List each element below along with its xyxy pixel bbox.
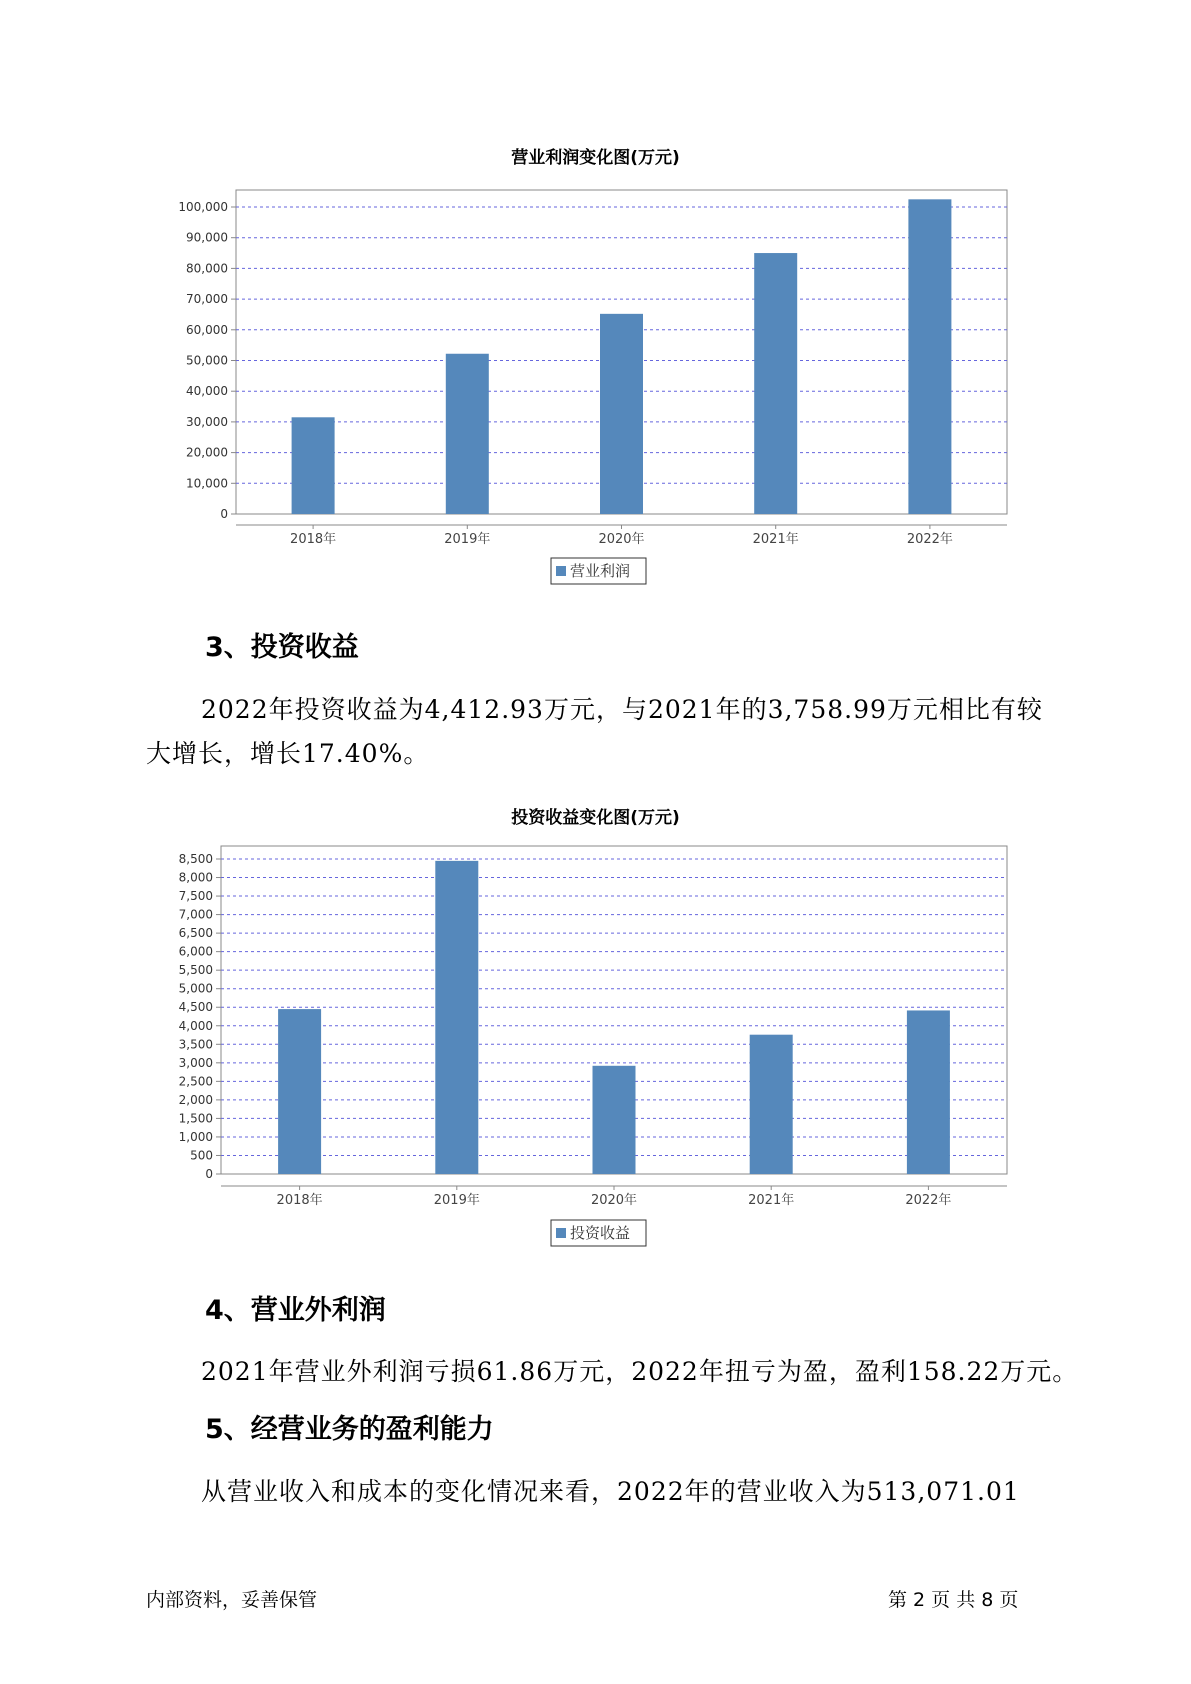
y-tick-label: 7,000 (178, 907, 213, 922)
bar (750, 1035, 793, 1174)
x-tick-label: 2018年 (290, 532, 337, 547)
y-tick-label: 10,000 (186, 476, 228, 491)
y-tick-label: 1,500 (178, 1111, 213, 1126)
y-tick-label: 100,000 (178, 200, 228, 214)
section4-line1: 2021年营业外利润亏损61.86万元，2022年扭亏为盈，盈利158.22万元。 (201, 1357, 1079, 1386)
legend-label: 投资收益 (570, 1224, 631, 1242)
y-tick-label: 500 (190, 1148, 213, 1163)
legend-label: 营业利润 (570, 562, 631, 580)
y-tick-label: 4,000 (178, 1018, 213, 1033)
section5-line1: 从营业收入和成本的变化情况来看，2022年的营业收入为513,071.01 (201, 1477, 1020, 1506)
y-tick-label: 80,000 (186, 261, 228, 276)
legend-swatch (556, 1228, 566, 1238)
x-tick-label: 2022年 (906, 532, 953, 547)
y-tick-label: 8,500 (178, 852, 213, 866)
y-tick-label: 6,000 (178, 944, 213, 959)
x-tick-label: 2019年 (444, 532, 491, 547)
x-tick-label: 2020年 (590, 1193, 638, 1208)
chart2-title: 投资收益变化图(万元) (511, 808, 680, 828)
y-tick-label: 40,000 (186, 384, 228, 399)
y-tick-label: 5,000 (178, 981, 213, 996)
x-tick-label: 2022年 (905, 1193, 952, 1208)
y-tick-label: 3,000 (178, 1055, 213, 1070)
y-tick-label: 90,000 (186, 230, 228, 245)
y-tick-label: 7,500 (178, 889, 213, 904)
y-tick-label: 60,000 (186, 322, 228, 337)
bar (907, 1010, 950, 1174)
y-tick-label: 2,000 (178, 1092, 213, 1107)
x-tick-label: 2018年 (276, 1193, 323, 1208)
y-tick-label: 0 (220, 507, 228, 521)
x-tick-label: 2020年 (598, 532, 645, 547)
chart1-title: 营业利润变化图(万元) (511, 148, 680, 168)
y-tick-label: 2,500 (178, 1074, 213, 1089)
y-tick-label: 5,500 (178, 963, 213, 978)
section3-line1: 2022年投资收益为4,412.93万元，与2021年的3,758.99万元相比有较 (201, 695, 1043, 724)
x-tick-label: 2021年 (748, 1193, 795, 1208)
section4-heading: 4、营业外利润 (205, 1295, 386, 1326)
y-tick-label: 0 (205, 1167, 213, 1181)
y-tick-label: 20,000 (186, 445, 228, 460)
y-tick-label: 1,000 (178, 1129, 213, 1144)
footer-confidential: 内部资料，妥善保管 (146, 1589, 318, 1611)
bar (278, 1009, 321, 1174)
bar (593, 1066, 636, 1174)
y-tick-label: 3,500 (178, 1037, 213, 1052)
section5-heading: 5、经营业务的盈利能力 (205, 1414, 494, 1445)
section3-heading: 3、投资收益 (205, 632, 359, 663)
x-tick-label: 2021年 (752, 532, 799, 547)
bar (435, 861, 478, 1174)
section3-line2: 大增长，增长17.40%。 (146, 739, 430, 768)
y-tick-label: 50,000 (186, 353, 228, 368)
y-tick-label: 6,500 (178, 926, 213, 941)
y-tick-label: 30,000 (186, 414, 228, 429)
x-tick-label: 2019年 (433, 1193, 480, 1208)
y-tick-label: 70,000 (186, 292, 228, 307)
y-tick-label: 4,500 (178, 1000, 213, 1015)
footer-page-number: 第 2 页 共 8 页 (888, 1589, 1019, 1611)
y-tick-label: 8,000 (178, 870, 213, 885)
